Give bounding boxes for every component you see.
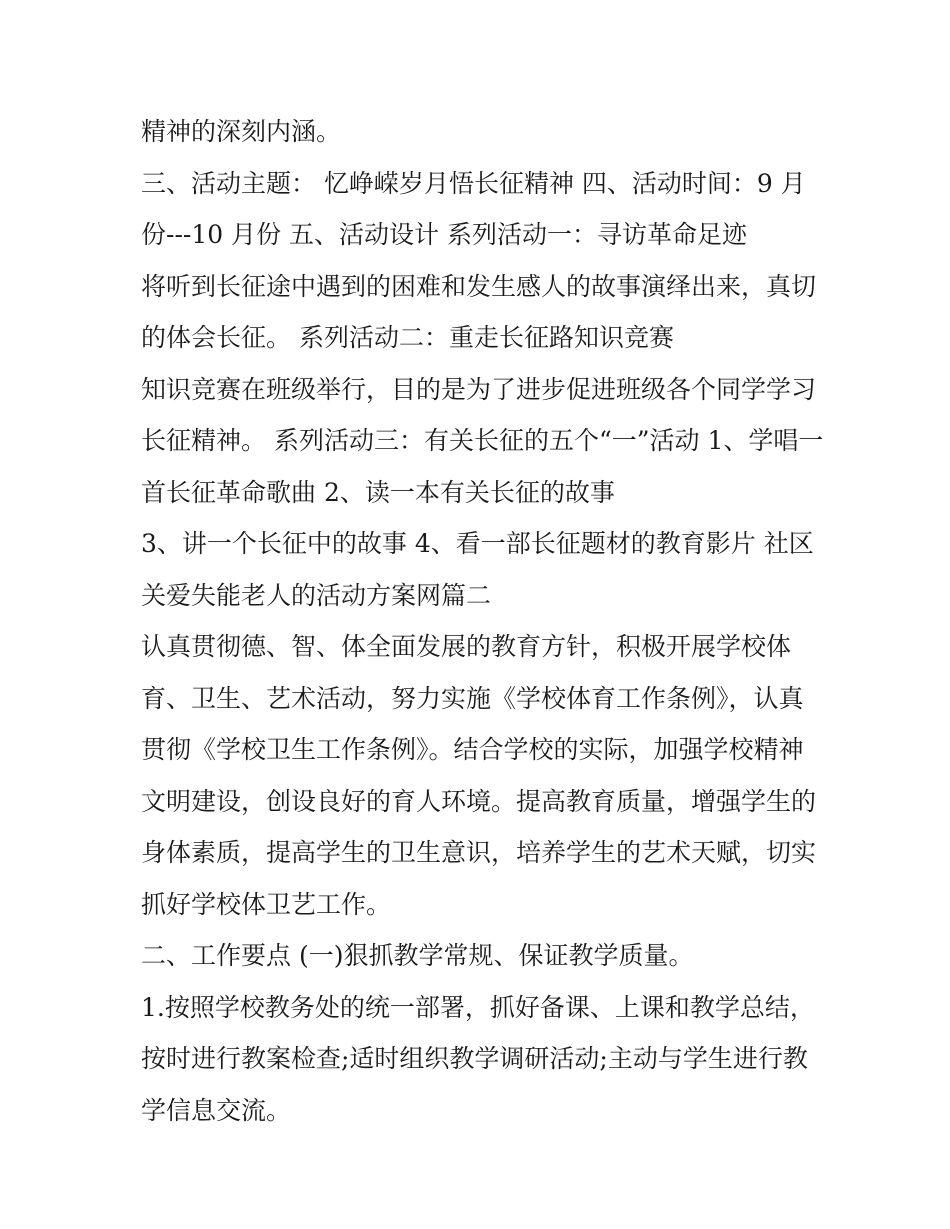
text-line: 三、活动主题： 忆峥嵘岁月悟长征精神 四、活动时间：9 月 [141, 168, 806, 198]
text-line: 的体会长征。 系列活动二：重走长征路知识竞赛 [141, 323, 674, 352]
text-line: 学信息交流。 [141, 1095, 292, 1125]
text-line: 认真贯彻德、智、体全面发展的教育方针，积极开展学校体 [141, 632, 792, 661]
document-body [141, 106, 841, 1136]
text-line: 1.按照学校教务处的统一部署，抓好备课、上课和教学总结， [141, 992, 815, 1022]
text-line: 3、讲一个长征中的故事 4、看一部长征题材的教育影片 社区 [141, 529, 814, 558]
text-line: 按时进行教案检查;适时组织教学调研活动;主动与学生进行教 [141, 1044, 808, 1073]
text-line: 二、工作要点 (一)狠抓教学常规、保证教学质量。 [141, 941, 694, 970]
text-line: 将听到长征途中遇到的困难和发生感人的故事演绎出来，真切 [141, 271, 817, 301]
text-line: 抓好学校体卫艺工作。 [141, 889, 392, 919]
text-line: 身体素质，提高学生的卫生意识，培养学生的艺术天赋，切实 [141, 838, 817, 867]
text-line: 贯彻《学校卫生工作条例》。结合学校的实际，加强学校精神 [141, 735, 804, 764]
text-line: 长征精神。 系列活动三：有关长征的五个“一”活动 1、学唱一 [141, 426, 824, 455]
text-line: 关爱失能老人的活动方案网篇二 [141, 580, 492, 610]
text-line: 文明建设，创设良好的育人环境。提高教育质量，增强学生的 [141, 786, 817, 816]
text-line: 首长征革命歌曲 2、读一本有关长征的故事 [141, 477, 615, 507]
text-line: 育、卫生、艺术活动，努力实施《学校体育工作条例》，认真 [141, 683, 804, 713]
text-line: 份---10 月份 五、活动设计 系列活动一：寻访革命足迹 [141, 220, 747, 249]
text-line: 知识竞赛在班级举行，目的是为了进步促进班级各个同学学习 [141, 374, 817, 404]
text-line: 精神的深刻内涵。 [141, 117, 342, 146]
